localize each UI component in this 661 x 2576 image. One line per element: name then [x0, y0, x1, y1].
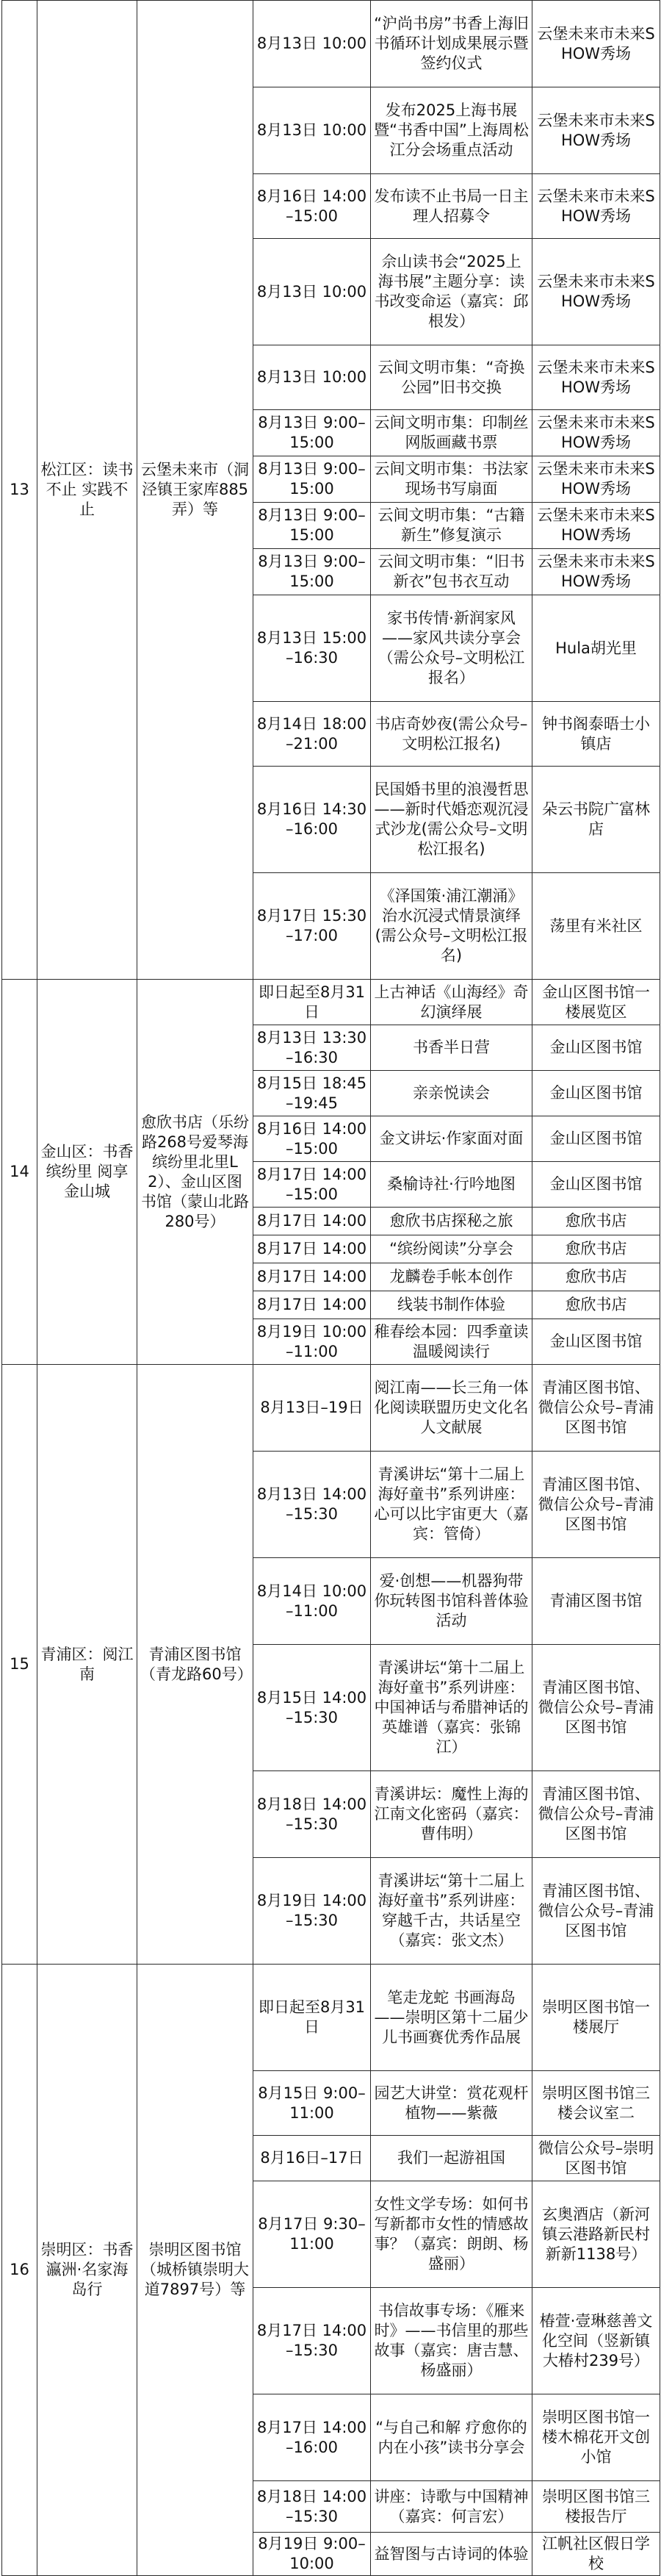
- event-time: 即日起至8月31日: [253, 1965, 371, 2071]
- event-location: 金山区图书馆: [532, 1071, 660, 1116]
- event-location: 愈欣书店: [532, 1235, 660, 1263]
- event-location: 愈欣书店: [532, 1208, 660, 1235]
- event-time: 8月15日 9:00–11:00: [253, 2071, 371, 2136]
- event-location: 愈欣书店: [532, 1291, 660, 1319]
- district-theme: 崇明区：书香瀛洲·名家海岛行: [37, 1965, 137, 2576]
- district-theme: 金山区：书香缤纷里 阅享金山城: [37, 980, 137, 1365]
- event-time: 8月13日–19日: [253, 1365, 371, 1452]
- event-activity: 家书传情·新润家风——家风共读分享会（需公众号–文明松江报名）: [371, 595, 532, 702]
- event-activity: 《泽国策·浦江潮涌》治水沉浸式情景演绎(需公众号–文明松江报名): [371, 873, 532, 980]
- event-location: 青浦区图书馆、微信公众号–青浦区图书馆: [532, 1645, 660, 1771]
- event-time: 8月15日 18:45–19:45: [253, 1071, 371, 1116]
- event-activity: 龙麟卷手帐本创作: [371, 1263, 532, 1291]
- event-activity: 亲亲悦读会: [371, 1071, 532, 1116]
- event-location: 椿萱·壹琳慈善文化空间（竖新镇大椿村239号）: [532, 2288, 660, 2394]
- event-time: 8月19日 9:00–10:00: [253, 2533, 371, 2576]
- event-activity: “缤纷阅读”分享会: [371, 1235, 532, 1263]
- event-activity: 书信故事专场：《雁来时》——书信里的那些故事（嘉宾：唐吉慧、杨盛丽）: [371, 2288, 532, 2394]
- event-location: 朵云书院广富林店: [532, 767, 660, 873]
- event-time: 8月17日 14:00–15:00: [253, 1162, 371, 1208]
- main-venue: 云堡未来市（洞泾镇王家库885弄）等: [137, 1, 253, 980]
- event-location: 青浦区图书馆、微信公众号–青浦区图书馆: [532, 1365, 660, 1452]
- event-activity: 发布2025上海书展暨“书香中国”上海周松江分会场重点活动: [371, 87, 532, 174]
- event-activity: 青溪讲坛“第十二届上海好童书”系列讲座：心可以比宇宙更大（嘉宾：管倚）: [371, 1452, 532, 1558]
- event-location: Hula胡光里: [532, 595, 660, 702]
- event-time: 8月17日 15:30–17:00: [253, 873, 371, 980]
- event-location: 金山区图书馆: [532, 1319, 660, 1365]
- event-activity: 佘山读书会“2025上海书展”主题分享：读书改变命运（嘉宾：邱根发）: [371, 239, 532, 345]
- event-location: 金山区图书馆: [532, 1162, 660, 1208]
- event-time: 8月13日 13:30–16:30: [253, 1025, 371, 1071]
- event-time: 8月13日 10:00: [253, 239, 371, 345]
- event-time: 8月13日 9:00–15:00: [253, 503, 371, 549]
- event-activity: 线装书制作体验: [371, 1291, 532, 1319]
- event-location: 崇明区图书馆三楼会议室二: [532, 2071, 660, 2136]
- event-location: 云堡未来市未来SHOW秀场: [532, 87, 660, 174]
- event-activity: 我们一起游祖国: [371, 2136, 532, 2181]
- event-location: 云堡未来市未来SHOW秀场: [532, 1, 660, 87]
- event-location: 江帆社区假日学校: [532, 2533, 660, 2576]
- event-activity: 青溪讲坛“第十二届上海好童书”系列讲座：穿越千古，共话星空（嘉宾：张文杰）: [371, 1858, 532, 1965]
- event-time: 8月17日 14:00: [253, 1208, 371, 1235]
- event-activity: 云间文明市集：书法家现场书写扇面: [371, 456, 532, 503]
- event-time: 8月17日 14:00: [253, 1291, 371, 1319]
- event-time: 8月19日 10:00–11:00: [253, 1319, 371, 1365]
- event-activity: 青溪讲坛：魔性上海的江南文化密码（嘉宾：曹伟明）: [371, 1771, 532, 1858]
- event-activity: 稚春绘本园：四季童读 温暖阅读行: [371, 1319, 532, 1365]
- event-time: 8月16日 14:00–15:00: [253, 1116, 371, 1162]
- event-location: 崇明区图书馆一楼木棉花开文创小馆: [532, 2394, 660, 2481]
- event-activity: 女性文学专场：如何书写新都市女性的情感故事？（嘉宾：朗朗、杨盛丽）: [371, 2181, 532, 2288]
- district-theme: 松江区：读书不止 实践不止: [37, 1, 137, 980]
- event-time: 8月13日 9:00–15:00: [253, 549, 371, 595]
- event-location: 微信公众号–崇明区图书馆: [532, 2136, 660, 2181]
- schedule-body: [2, 1, 660, 2576]
- event-time: 8月16日–17日: [253, 2136, 371, 2181]
- table-row: [2, 1365, 660, 1452]
- event-activity: 云间文明市集：“奇换公园”旧书交换: [371, 345, 532, 410]
- event-time: 8月13日 10:00: [253, 1, 371, 87]
- event-location: 金山区图书馆: [532, 1025, 660, 1071]
- event-location: 云堡未来市未来SHOW秀场: [532, 503, 660, 549]
- event-activity: 云间文明市集：“旧书新衣”包书衣互动: [371, 549, 532, 595]
- main-venue: 青浦区图书馆（青龙路60号）: [137, 1365, 253, 1965]
- schedule-table: [1, 0, 660, 2576]
- event-time: 8月13日 9:00–15:00: [253, 410, 371, 456]
- event-activity: 青溪讲坛“第十二届上海好童书”系列讲座：中国神话与希腊神话的英雄谱（嘉宾：张锦江）: [371, 1645, 532, 1771]
- group-number: 15: [2, 1365, 37, 1965]
- event-location: 崇明区图书馆三楼报告厅: [532, 2481, 660, 2533]
- event-activity: “与自己和解 疗愈你的内在小孩”读书分享会: [371, 2394, 532, 2481]
- event-time: 8月15日 14:00–15:30: [253, 1645, 371, 1771]
- event-activity: 云间文明市集：印制丝网版画藏书票: [371, 410, 532, 456]
- event-activity: 益智图与古诗词的体验: [371, 2533, 532, 2576]
- event-location: 云堡未来市未来SHOW秀场: [532, 174, 660, 239]
- event-time: 8月17日 14:00–16:00: [253, 2394, 371, 2481]
- event-activity: 云间文明市集：“古籍新生”修复演示: [371, 503, 532, 549]
- event-time: 8月18日 14:00–15:30: [253, 1771, 371, 1858]
- table-row: [2, 980, 660, 1025]
- event-time: 8月17日 14:00: [253, 1235, 371, 1263]
- event-location: 云堡未来市未来SHOW秀场: [532, 549, 660, 595]
- event-time: 8月16日 14:00–15:00: [253, 174, 371, 239]
- group-number: 14: [2, 980, 37, 1365]
- event-time: 8月14日 10:00–11:00: [253, 1558, 371, 1645]
- event-location: 云堡未来市未来SHOW秀场: [532, 239, 660, 345]
- event-activity: 阅江南——长三角一体化阅读联盟历史文化名人文献展: [371, 1365, 532, 1452]
- event-activity: 上古神话《山海经》奇幻演绎展: [371, 980, 532, 1025]
- table-row: [2, 1, 660, 87]
- event-location: 青浦区图书馆、微信公众号–青浦区图书馆: [532, 1452, 660, 1558]
- event-time: 8月17日 14:00: [253, 1263, 371, 1291]
- event-activity: 笔走龙蛇 书画海岛——崇明区第十二届少儿书画赛优秀作品展: [371, 1965, 532, 2071]
- event-time: 8月13日 10:00: [253, 87, 371, 174]
- main-venue: 愈欣书店（乐纷路268号爱琴海缤纷里北里L2）、金山区图书馆（蒙山北路280号）: [137, 980, 253, 1365]
- event-time: 8月13日 14:00–15:30: [253, 1452, 371, 1558]
- event-time: 8月18日 14:00–15:30: [253, 2481, 371, 2533]
- event-activity: 愈欣书店探秘之旅: [371, 1208, 532, 1235]
- event-time: 8月14日 18:00–21:00: [253, 702, 371, 767]
- event-activity: 园艺大讲堂：赏花观杆植物——紫薇: [371, 2071, 532, 2136]
- event-activity: 桑榆诗社·行吟地图: [371, 1162, 532, 1208]
- group-number: 16: [2, 1965, 37, 2576]
- event-activity: 民国婚书里的浪漫哲思——新时代婚恋观沉浸式沙龙(需公众号–文明松江报名): [371, 767, 532, 873]
- event-time: 8月19日 14:00–15:30: [253, 1858, 371, 1965]
- event-location: 青浦区图书馆、微信公众号–青浦区图书馆: [532, 1858, 660, 1965]
- event-location: 玄奥酒店（新河镇云港路新民村新新1138号）: [532, 2181, 660, 2288]
- event-time: 即日起至8月31日: [253, 980, 371, 1025]
- event-activity: 爱·创想——机器狗带你玩转图书馆科普体验活动: [371, 1558, 532, 1645]
- event-activity: 发布读不止书局一日主理人招募令: [371, 174, 532, 239]
- event-time: 8月17日 14:00–15:30: [253, 2288, 371, 2394]
- event-time: 8月17日 9:30–11:00: [253, 2181, 371, 2288]
- event-activity: 讲座：诗歌与中国精神（嘉宾：何言宏）: [371, 2481, 532, 2533]
- district-theme: 青浦区：阅江南: [37, 1365, 137, 1965]
- main-venue: 崇明区图书馆（城桥镇崇明大道7897号）等: [137, 1965, 253, 2576]
- event-location: 钟书阁泰晤士小镇店: [532, 702, 660, 767]
- event-location: 青浦区图书馆、微信公众号–青浦区图书馆: [532, 1771, 660, 1858]
- event-activity: 书香半日营: [371, 1025, 532, 1071]
- event-time: 8月16日 14:30–16:00: [253, 767, 371, 873]
- event-location: 愈欣书店: [532, 1263, 660, 1291]
- event-location: 崇明区图书馆一楼展厅: [532, 1965, 660, 2071]
- event-location: 青浦区图书馆: [532, 1558, 660, 1645]
- event-location: 云堡未来市未来SHOW秀场: [532, 345, 660, 410]
- event-time: 8月13日 9:00–15:00: [253, 456, 371, 503]
- event-activity: 书店奇妙夜(需公众号–文明松江报名): [371, 702, 532, 767]
- event-location: 云堡未来市未来SHOW秀场: [532, 456, 660, 503]
- event-location: 金山区图书馆: [532, 1116, 660, 1162]
- event-location: 云堡未来市未来SHOW秀场: [532, 410, 660, 456]
- event-activity: 金文讲坛·作家面对面: [371, 1116, 532, 1162]
- event-time: 8月13日 10:00: [253, 345, 371, 410]
- event-activity: “沪尚书房”书香上海旧书循环计划成果展示暨签约仪式: [371, 1, 532, 87]
- event-location: 金山区图书馆一楼展览区: [532, 980, 660, 1025]
- table-row: [2, 1965, 660, 2071]
- group-number: 13: [2, 1, 37, 980]
- event-time: 8月13日 15:00–16:30: [253, 595, 371, 702]
- event-location: 荡里有米社区: [532, 873, 660, 980]
